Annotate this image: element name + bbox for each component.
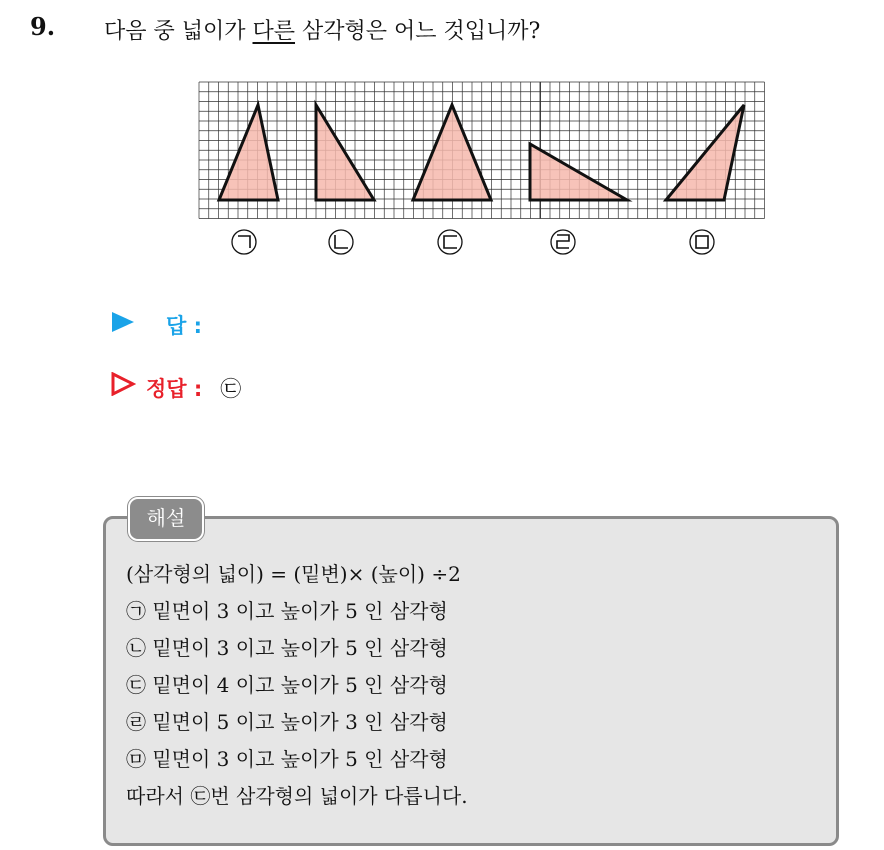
explanation-line: ㉣ 밑면이 5 이고 높이가 3 인 삼각형 [126, 710, 448, 734]
explanation-line: ㉠ 밑면이 3 이고 높이가 5 인 삼각형 [126, 599, 448, 623]
explanation-line: ㉢ 밑면이 4 이고 높이가 5 인 삼각형 [126, 673, 448, 697]
explanation-lines [126, 556, 468, 815]
triangle [530, 144, 627, 200]
label-digeut [438, 230, 462, 254]
play-icon [110, 311, 136, 338]
triangle [666, 105, 744, 200]
explanation-line: ㉡ 밑면이 3 이고 높이가 5 인 삼각형 [126, 636, 448, 660]
triangle [413, 105, 491, 200]
question-text [104, 14, 540, 45]
label-nieun [329, 230, 353, 254]
triangle-labels [232, 230, 714, 254]
play-outline-icon [110, 372, 136, 401]
question-text-before: 다음 중 넓이가 [104, 19, 253, 44]
label-mieum [690, 230, 714, 254]
question-text-after: 삼각형은 어느 것입니까? [295, 19, 541, 44]
triangle [219, 105, 278, 200]
correct-answer-value: ㉢ [220, 377, 242, 401]
explanation-line: (삼각형의 넓이) = (밑변)× (높이) ÷2 [126, 562, 461, 586]
answer-label: 답 : [166, 314, 202, 338]
question-number: 9. [30, 12, 56, 41]
answer-row [110, 310, 202, 340]
explanation-tab: 해설 [128, 497, 204, 541]
label-giyeok [232, 230, 256, 254]
label-rieul [551, 230, 575, 254]
correct-answer-label: 정답 : [146, 377, 203, 401]
triangle-grid-figure [180, 78, 770, 263]
correct-answer-row [110, 372, 241, 403]
explanation-line: 따라서 ㉢번 삼각형의 넓이가 다릅니다. [126, 784, 468, 808]
explanation-line: ㉤ 밑면이 3 이고 높이가 5 인 삼각형 [126, 747, 448, 771]
question-text-underlined: 다른 [252, 19, 296, 44]
